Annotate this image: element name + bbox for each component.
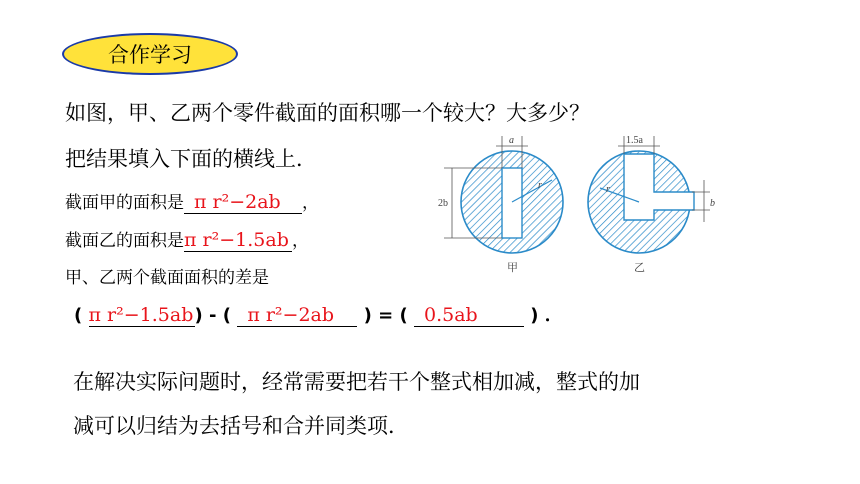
area-jia-blank: [184, 191, 302, 214]
expr-a-answer: π r²−1.5ab: [88, 304, 194, 326]
label-r-jia: r: [538, 180, 542, 191]
open-paren: (: [74, 305, 83, 326]
expr-c-blank: [414, 304, 524, 327]
caption-yi: 乙: [634, 261, 645, 274]
equals-sign: =: [378, 305, 394, 326]
question-line-1: 如图，甲、乙两个零件截面的面积哪一个较大？大多少？: [65, 101, 590, 125]
label-b: b: [710, 198, 715, 209]
close-paren: ): [194, 305, 203, 326]
area-yi-row: [65, 226, 309, 252]
close-paren: ): [530, 305, 539, 326]
difference-expression: [74, 301, 563, 327]
expr-c-answer: 0.5ab: [424, 304, 478, 326]
area-jia-row: [65, 188, 319, 214]
label-a: a: [509, 135, 514, 146]
section-jia-slot: [502, 168, 522, 238]
conclusion-line-2: 减可以归结为去括号和合并同类项．: [73, 414, 409, 438]
expr-b-answer: π r²−2ab: [247, 304, 335, 326]
caption-jia: 甲: [507, 261, 518, 274]
label-r-yi: r: [606, 184, 610, 195]
area-yi-label: 截面乙的面积是: [65, 231, 184, 251]
section-jia-diagram: [438, 135, 563, 274]
section-badge: [62, 33, 238, 75]
area-jia-label: 截面甲的面积是: [65, 193, 184, 213]
cross-section-figure: [434, 130, 734, 280]
period: ．: [544, 305, 563, 326]
label-1-5a: 1.5a: [626, 135, 643, 146]
minus-sign: -: [209, 305, 217, 326]
label-2b: 2b: [438, 198, 448, 209]
close-paren: ): [363, 305, 372, 326]
conclusion-line-1: 在解决实际问题时，经常需要把若干个整式相加减，整式的加: [73, 370, 640, 394]
section-yi-diagram: [588, 135, 715, 274]
area-jia-answer: π r²−2ab: [194, 191, 281, 213]
question-line-2: 把结果填入下面的横线上．: [65, 147, 317, 171]
open-paren: (: [399, 305, 408, 326]
badge-label: 合作学习: [108, 43, 192, 67]
expr-b-blank: [237, 304, 357, 327]
expr-a-blank: [89, 304, 195, 327]
difference-label: 甲、乙两个截面面积的差是: [65, 268, 269, 288]
comma: ，: [302, 193, 319, 213]
area-yi-blank: [184, 229, 292, 252]
area-yi-answer: π r²−1.5ab: [184, 229, 289, 251]
open-paren: (: [222, 305, 232, 326]
comma: ，: [292, 231, 309, 251]
